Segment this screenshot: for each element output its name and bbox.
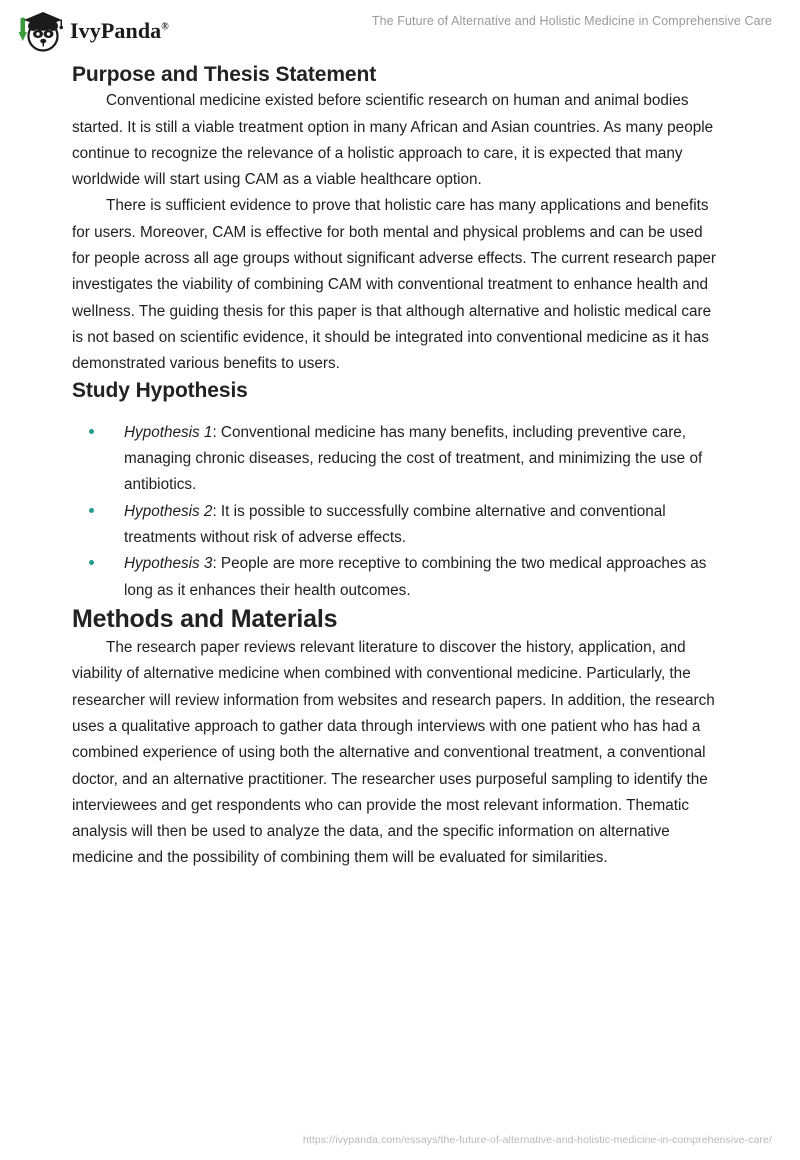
- hypothesis-list: [72, 420, 722, 604]
- list-item: [72, 551, 722, 604]
- paragraph-methods-1: The research paper reviews relevant literature to discover the history, application, and viability of alternative medicine when combined with conventional medicine. Particularly, the researcher will review information from websites and research papers. In addition, the research uses a qualitative approach to gather data through interviews with one patient who has had a combined experience of using both the alternative and conventional treatment, a conventional doctor, and an alternative practitioner. The researcher uses purposeful sampling to identify the interviewees and get respondents who can provide the most relevant information. Thematic analysis will then be used to analyze the data, and the specific information on alternative medicine and the possibility of combining them will be evaluated for similarities.: [72, 639, 715, 867]
- paragraph-purpose-2: There is sufficient evidence to prove that holistic care has many applications and benefits for users. Moreover, CAM is effective for both mental and physical problems and can be used for people across all age groups without significant adverse effects. The current research paper investigates the viability of combining CAM with conventional treatment to enhance health and wellness. The guiding thesis for this paper is that although alternative and holistic medical care is not based on scientific evidence, it should be integrated into conventional medicine as it has demonstrated various benefits to users.: [72, 197, 716, 373]
- running-head-title: The Future of Alternative and Holistic Medicine in Comprehensive Care: [371, 14, 772, 28]
- hypothesis-label: Hypothesis 2: [124, 502, 213, 520]
- bullet-icon: [89, 508, 94, 513]
- page-header: [0, 0, 800, 58]
- registered-mark-icon: ®: [161, 21, 169, 33]
- section-heading-methods-and-materials: Methods and Materials: [72, 604, 338, 633]
- bullet-icon: [89, 560, 94, 565]
- document-body: [72, 62, 722, 872]
- section-heading-purpose: Purpose and Thesis Statement: [72, 63, 377, 86]
- footer-source-url[interactable]: https://ivypanda.com/essays/the-future-of-alternative-and-holistic-medicine-in-comprehensive-care/: [302, 1134, 772, 1146]
- hypothesis-label: Hypothesis 1: [124, 423, 213, 441]
- paragraph-purpose-1: Conventional medicine existed before scientific research on human and animal bodies started. It is still a viable treatment option in many African and Asian countries. As many people continue to recognize the relevance of a holistic approach to care, it is expected that many worldwide will start using CAM as a viable healthcare option.: [72, 92, 714, 189]
- hypothesis-text: : It is possible to successfully combine alternative and conventional treatments without risk of adverse effects.: [124, 502, 666, 546]
- brand-name-text: IvyPanda: [70, 18, 162, 43]
- hypothesis-text: : People are more receptive to combining the two medical approaches as long as it enhances their health outcomes.: [124, 555, 707, 599]
- hypothesis-label: Hypothesis 3: [124, 555, 213, 573]
- section-heading-study-hypothesis: Study Hypothesis: [72, 378, 248, 402]
- bullet-icon: [89, 429, 94, 434]
- hypothesis-text: : Conventional medicine has many benefits, including preventive care, managing chronic diseases, reducing the cost of treatment, and minimizing the use of antibiotics.: [124, 423, 703, 494]
- list-item: [72, 420, 722, 499]
- list-item: [72, 499, 722, 552]
